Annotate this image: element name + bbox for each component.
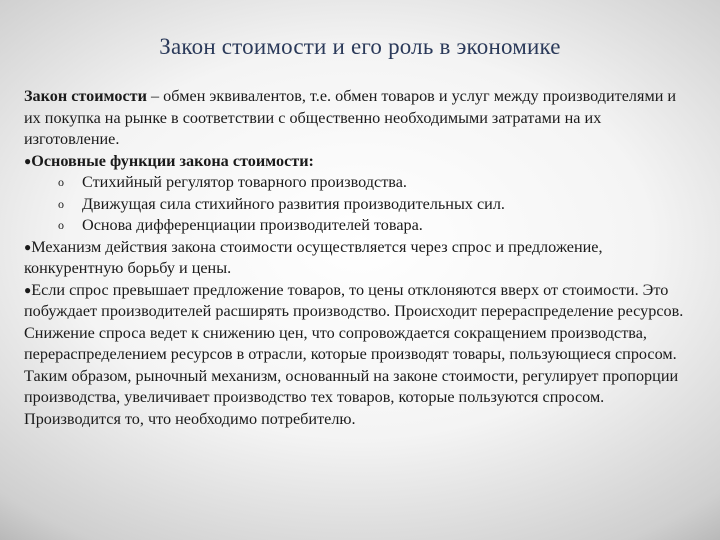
mechanism-item <box>24 237 694 280</box>
function-item <box>24 194 694 216</box>
functions-heading-item <box>24 151 694 173</box>
definition-term: Закон стоимости <box>24 87 147 105</box>
functions-heading: Основные функции закона стоимости: <box>31 151 314 170</box>
slide-content <box>24 86 694 430</box>
bullet-icon: ● <box>24 282 32 297</box>
slide-title: Закон стоимости и его роль в экономике <box>159 34 561 59</box>
function-item <box>24 215 694 237</box>
function-item <box>24 172 694 194</box>
function-text: Стихийный регулятор товарного производства. <box>82 173 407 191</box>
bullet-icon: ● <box>24 153 32 168</box>
mechanism-text: Механизм действия закона стоимости осуществляется через спрос и предложение, конкурентную борьбу и цены. <box>24 237 603 277</box>
sub-bullet-icon: o <box>58 175 64 189</box>
function-text: Движущая сила стихийного развития производительных сил. <box>82 194 505 213</box>
definition-paragraph <box>24 86 694 151</box>
definition-text: – обмен эквивалентов, т.е. обмен товаров и услуг между производителями и их покупка на рынке в соответствии с общественно необходимыми затратами на их изготовление. <box>24 87 677 148</box>
bullet-icon: ● <box>24 239 32 254</box>
sub-bullet-icon: o <box>58 196 64 211</box>
sub-bullet-icon: o <box>58 218 64 232</box>
demand-item <box>24 280 694 431</box>
function-text: Основа дифференциации производителей товара. <box>82 216 423 234</box>
demand-text: Если спрос превышает предложение товаров, то цены отклоняются вверх от стоимости. Это побуждает производителей расширять производство. Происходит перераспределение ресурсов. Снижение спроса ведет к снижению цен, что сопровождается сокращением производства, перераспределением ресурсов в отрасли, которые производят товары, пользующиеся спросом. Таким образом, рыночный механизм, основанный на законе стоимости, регулирует пропорции производства, увеличивает производство тех товаров, которые пользуются спросом. Производится то, что необходимо потребителю. <box>24 280 684 428</box>
